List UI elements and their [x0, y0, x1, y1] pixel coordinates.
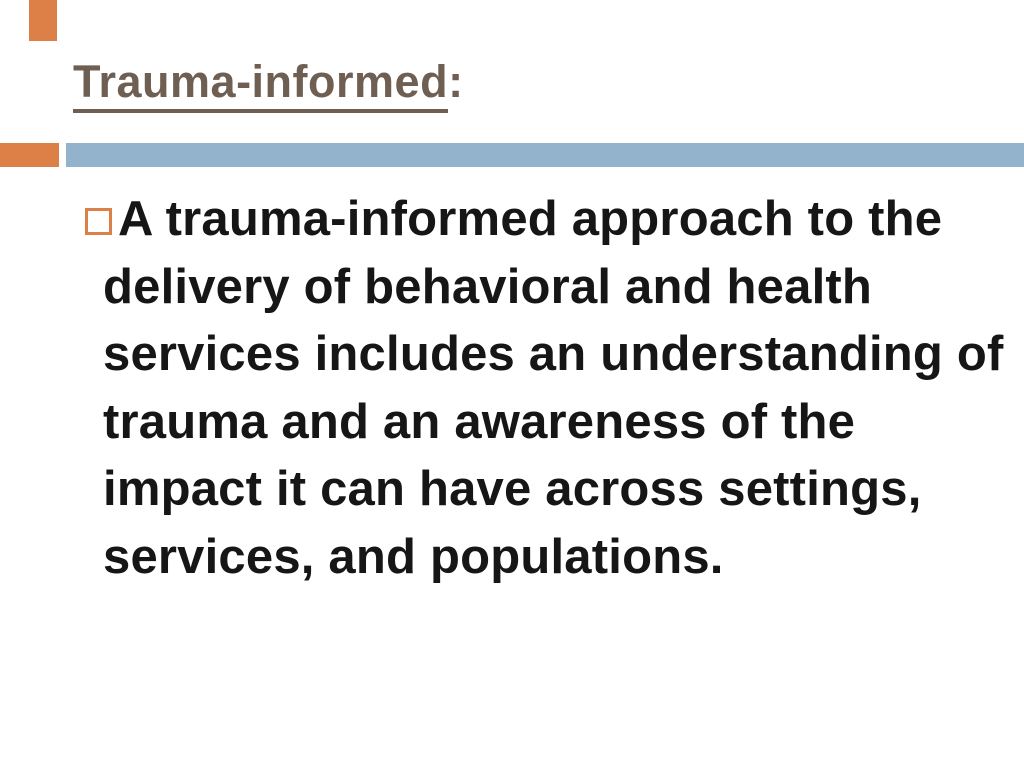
square-bullet-icon: [85, 208, 112, 235]
body-line: services, and populations.: [103, 529, 724, 584]
body-line: delivery of behavioral and health: [103, 259, 873, 314]
slide-title: [73, 57, 464, 107]
top-left-accent-tab: [29, 0, 57, 41]
divider-orange-segment: [0, 143, 59, 167]
divider-blue-bar: [66, 143, 1024, 167]
body-line-text: A trauma-informed approach to the: [118, 192, 943, 246]
body-line: [85, 186, 1015, 254]
slide-title-colon: :: [448, 56, 464, 107]
body-line: services includes an understanding of: [103, 327, 1004, 381]
slide-title-text: Trauma-informed: [73, 56, 448, 113]
slide-body-text-block: [85, 186, 1015, 591]
body-line: impact it can have across settings,: [103, 462, 922, 516]
body-line: trauma and an awareness of the: [103, 394, 856, 449]
